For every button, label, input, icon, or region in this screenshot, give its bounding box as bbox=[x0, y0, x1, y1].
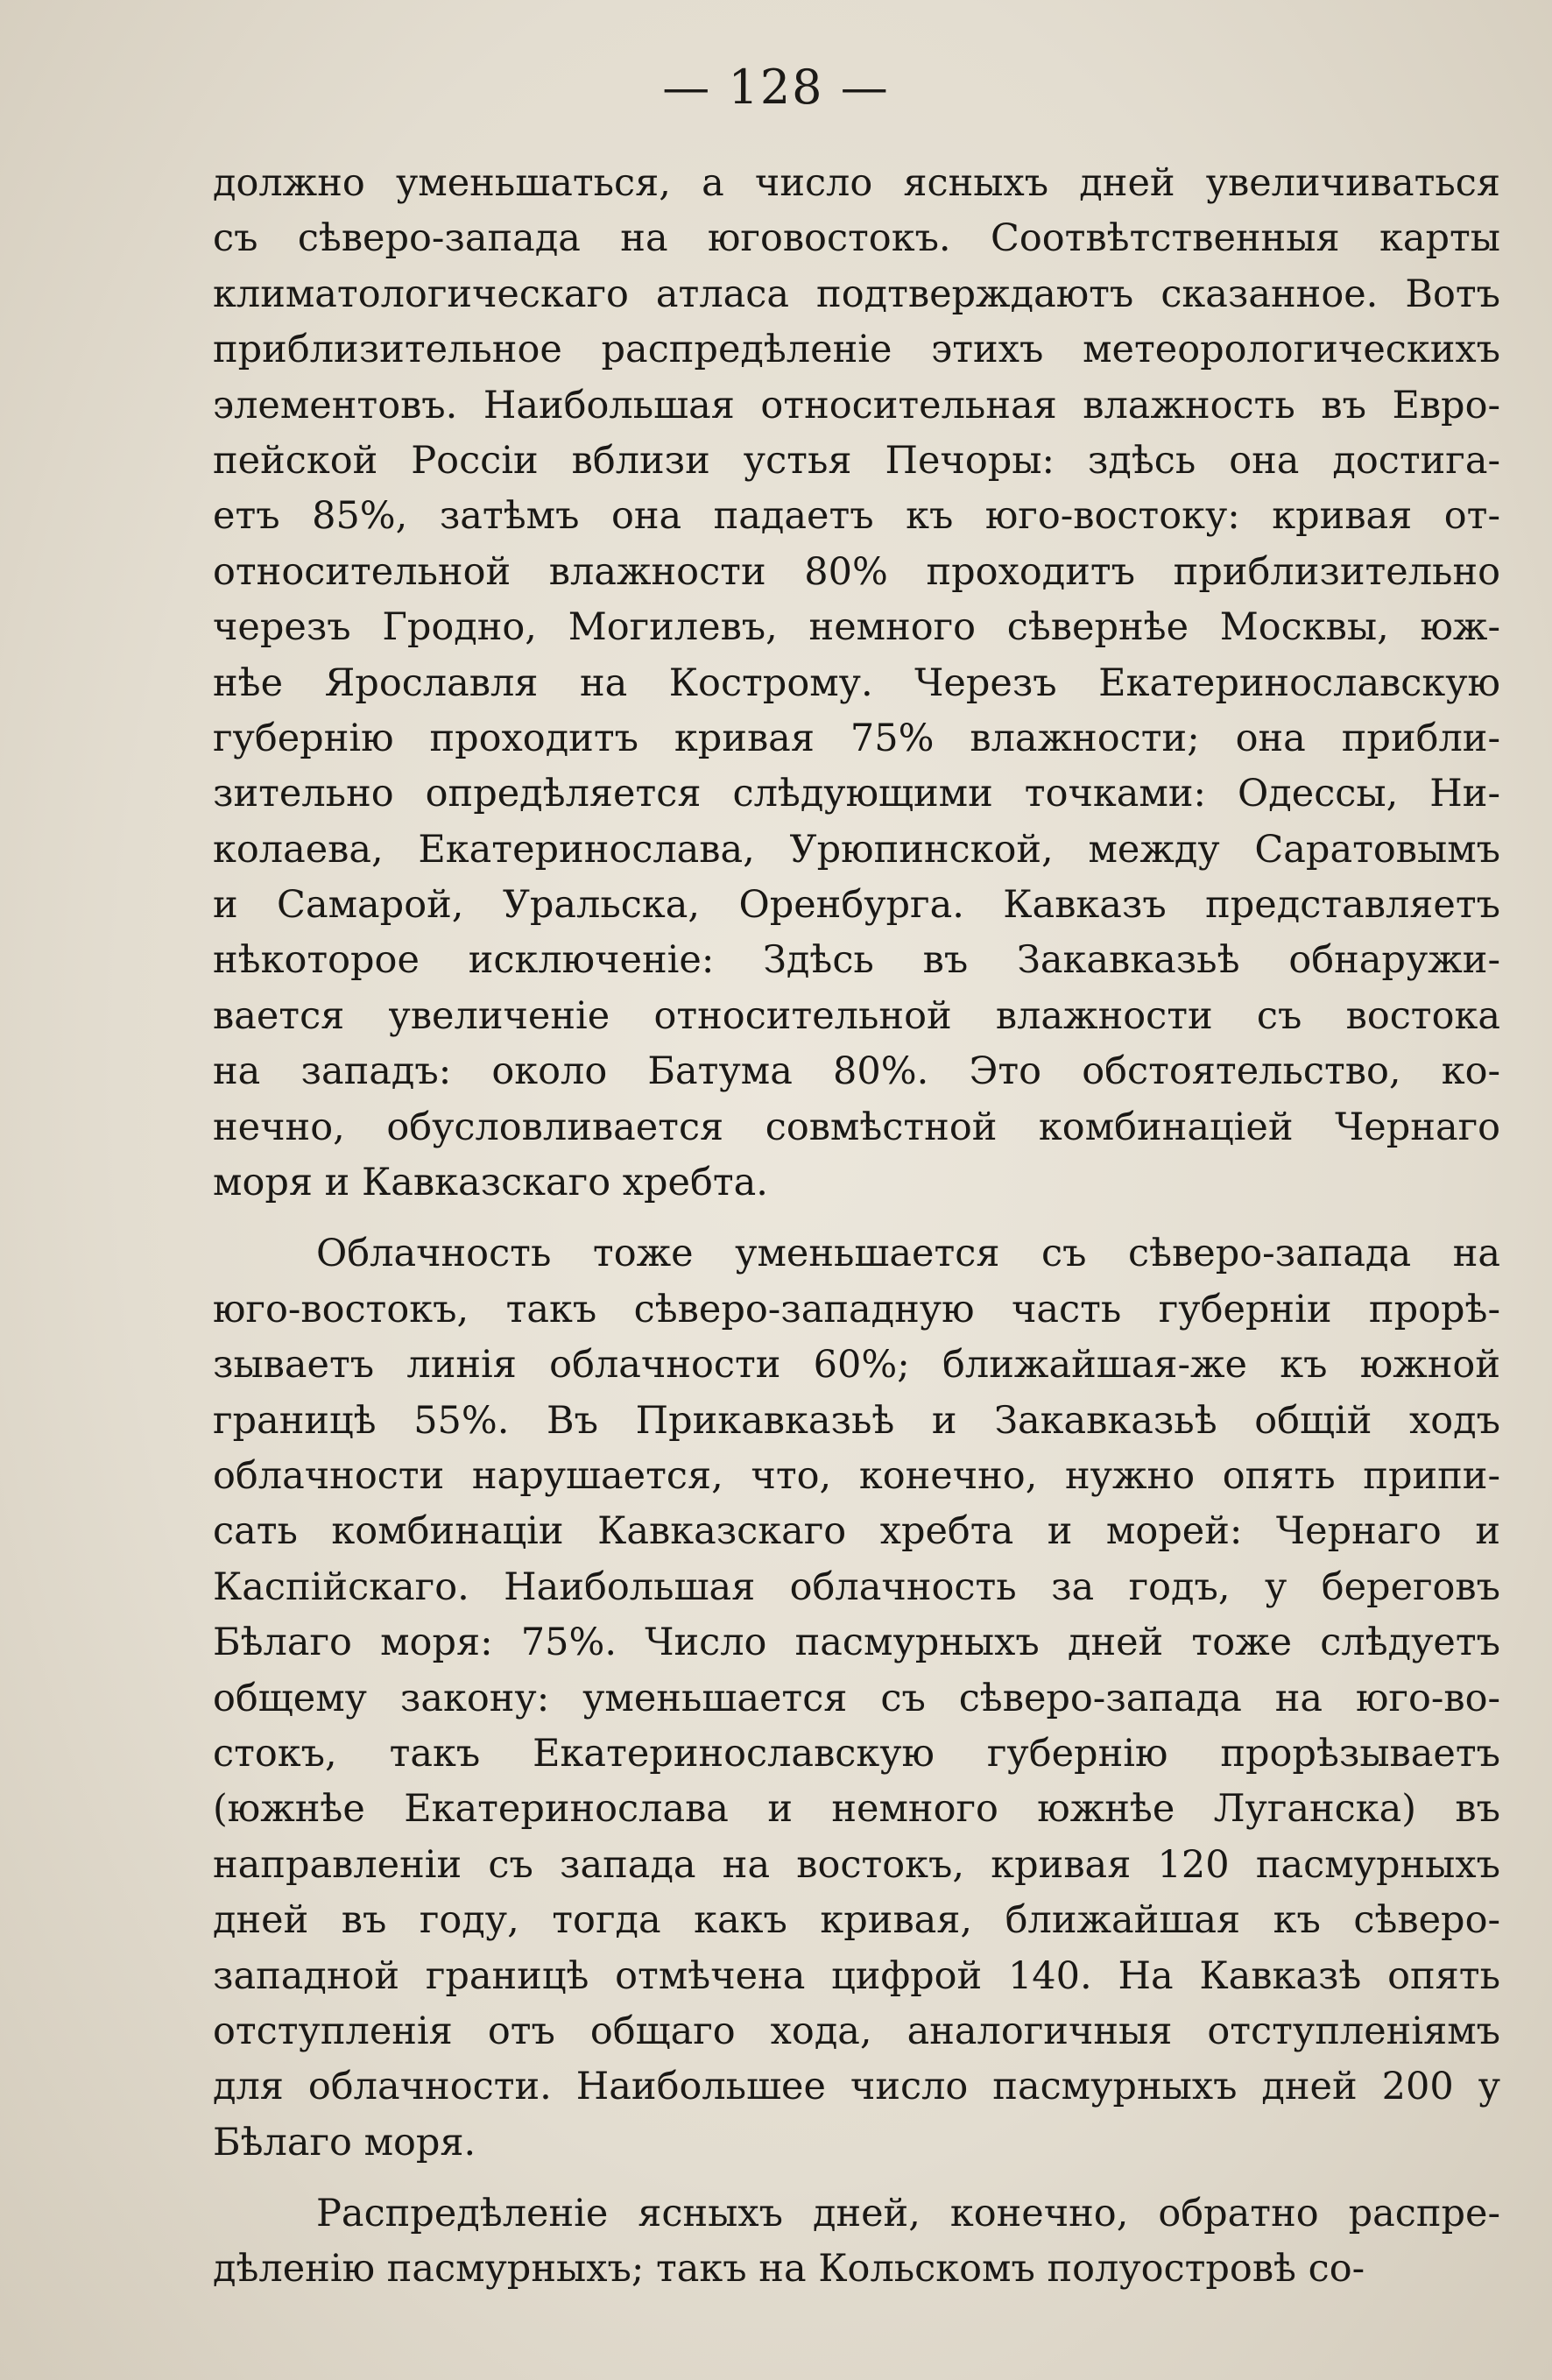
paragraph bbox=[213, 1226, 1500, 2171]
text-line: нечно, обусловливается совмѣстной комбинаціей Чернаго bbox=[213, 1105, 1500, 1149]
text-line: элементовъ. Наибольшая относительная влажность въ Евро- bbox=[213, 383, 1500, 427]
text-line: нѣе Ярославля на Кострому. Черезъ Екатеринославскую bbox=[213, 660, 1500, 705]
page-number: — 128 — bbox=[662, 60, 890, 115]
text-line: Распредѣленіе ясныхъ дней, конечно, обратно распре- bbox=[316, 2192, 1500, 2236]
text-line: етъ 85%, затѣмъ она падаетъ къ юго-востоку: кривая от- bbox=[213, 494, 1500, 539]
text-line: съ сѣверо-запада на юговостокъ. Соотвѣтственныя карты bbox=[213, 216, 1500, 261]
text-line: климатологическаго атласа подтверждаютъ сказанное. Вотъ bbox=[213, 272, 1500, 316]
text-line: на западъ: около Батума 80%. Это обстоятельство, ко- bbox=[213, 1049, 1500, 1094]
text-line: облачности нарушается, что, конечно, нужно опять припи- bbox=[213, 1453, 1500, 1498]
text-line: отступленія отъ общаго хода, аналогичныя отступленіямъ bbox=[213, 2009, 1500, 2053]
text-line: черезъ Гродно, Могилевъ, немного сѣвернѣе Москвы, юж- bbox=[213, 605, 1500, 650]
text-line: колаева, Екатеринослава, Урюпинской, между Саратовымъ bbox=[213, 827, 1500, 872]
text-line: зываетъ линія облачности 60%; ближайшая-же къ южной bbox=[213, 1343, 1500, 1388]
text-line: (южнѣе Екатеринослава и немного южнѣе Луганска) въ bbox=[213, 1787, 1500, 1832]
paragraph bbox=[213, 2186, 1500, 2298]
text-line: Облачность тоже уменьшается съ сѣверо-запада на bbox=[316, 1232, 1500, 1276]
text-line: относительной влажности 80% проходитъ приблизительно bbox=[213, 549, 1500, 594]
text-line: нѣкоторое исключеніе: Здѣсь въ Закавказьѣ обнаружи- bbox=[213, 938, 1500, 983]
text-line: вается увеличеніе относительной влажности съ востока bbox=[213, 993, 1500, 1038]
text-body bbox=[213, 156, 1500, 2298]
text-line: дней въ году, тогда какъ кривая, ближайшая къ сѣверо- bbox=[213, 1898, 1500, 1943]
text-line: юго-востокъ, такъ сѣверо-западную часть губерніи прорѣ- bbox=[213, 1287, 1500, 1331]
text-line: Бѣлаго моря. bbox=[213, 2120, 476, 2165]
text-line: моря и Кавказскаго хребта. bbox=[213, 1161, 768, 1205]
text-line: пейской Россіи вблизи устья Печоры: здѣсь она достига- bbox=[213, 438, 1500, 483]
paragraph bbox=[213, 156, 1500, 1211]
text-line: Бѣлаго моря: 75%. Число пасмурныхъ дней тоже слѣдуетъ bbox=[213, 1621, 1500, 1665]
text-line: должно уменьшаться, а число ясныхъ дней увеличиваться bbox=[213, 161, 1500, 205]
text-line: и Самарой, Уральска, Оренбурга. Кавказъ представляетъ bbox=[213, 883, 1500, 928]
text-line: границѣ 55%. Въ Прикавказьѣ и Закавказьѣ общій ходъ bbox=[213, 1398, 1500, 1443]
text-line: сать комбинаціи Кавказскаго хребта и морей: Чернаго и bbox=[213, 1509, 1500, 1554]
text-line: западной границѣ отмѣчена цифрой 140. На Кавказѣ опять bbox=[213, 1953, 1500, 1998]
text-line: стокъ, такъ Екатеринославскую губернію прорѣзываетъ bbox=[213, 1731, 1500, 1776]
text-line: приблизительное распредѣленіе этихъ метеорологическихъ bbox=[213, 328, 1500, 372]
text-line: губернію проходитъ кривая 75% влажности; она прибли- bbox=[213, 716, 1500, 760]
text-line: зительно опредѣляется слѣдующими точками: Одессы, Ни- bbox=[213, 772, 1500, 816]
text-line: для облачности. Наибольшее число пасмурныхъ дней 200 у bbox=[213, 2065, 1500, 2109]
text-line: направленіи съ запада на востокъ, кривая 120 пасмурныхъ bbox=[213, 1842, 1500, 1887]
text-line: Каспійскаго. Наибольшая облачность за годъ, у береговъ bbox=[213, 1564, 1500, 1609]
text-line: дѣленію пасмурныхъ; такъ на Кольскомъ полуостровѣ со- bbox=[213, 2247, 1365, 2292]
text-line: общему закону: уменьшается съ сѣверо-запада на юго-во- bbox=[213, 1676, 1500, 1720]
